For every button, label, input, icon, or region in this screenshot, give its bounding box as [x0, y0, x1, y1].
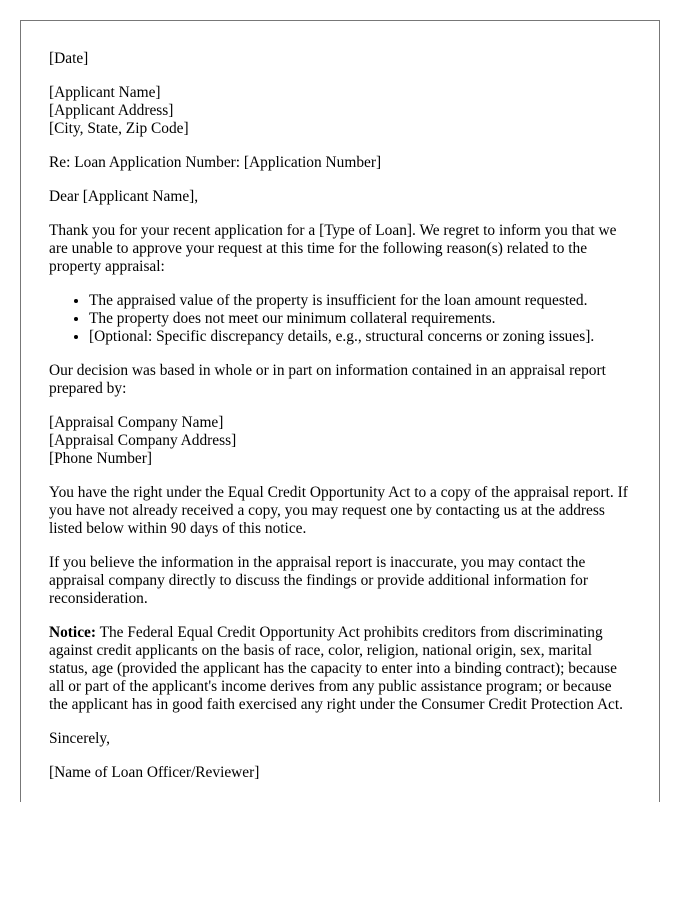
subject-line: Re: Loan Application Number: [Application Number] [49, 154, 382, 171]
notice-paragraph [49, 624, 631, 714]
appraisal-company-name: [Appraisal Company Name] [49, 414, 224, 431]
notice-text: The Federal Equal Credit Opportunity Act prohibits creditors from discriminating against credit applicants on the basis of race, color, religion, national origin, sex, marital status, age (provided the applicant has the capacity to enter into a binding contract); because all or part of the applicant's income derives from any public assistance program; or because the applicant has in good faith exercised any right under the Consumer Credit Protection Act. [49, 624, 624, 713]
decision-paragraph: Our decision was based in whole or in part on information contained in an appraisal report prepared by: [49, 362, 606, 397]
rights-paragraph: You have the right under the Equal Credit Opportunity Act to a copy of the appraisal report. If you have not already received a copy, you may request one by contacting us at the address listed below within 90 days of this notice. [49, 484, 628, 537]
list-item: • [Optional: Specific discrepancy details, e.g., structural concerns or zoning issues]. [89, 328, 631, 346]
notice-label: Notice: [49, 624, 96, 641]
closing: Sincerely, [49, 730, 110, 747]
applicant-city: [City, State, Zip Code] [49, 120, 189, 137]
salutation: Dear [Applicant Name], [49, 188, 199, 205]
applicant-name: [Applicant Name] [49, 84, 161, 101]
dispute-paragraph: If you believe the information in the appraisal report is inaccurate, you may contact the appraisal company directly to discuss the findings or provide additional information for reconsideration. [49, 554, 588, 607]
letter-page [20, 20, 660, 802]
intro-paragraph: Thank you for your recent application for a [Type of Loan]. We regret to inform you that we are unable to approve your request at this time for the following reason(s) related to the property appraisal: [49, 222, 617, 275]
appraiser-info [49, 414, 631, 468]
list-item: • The property does not meet our minimum collateral requirements. [89, 310, 631, 328]
date: [Date] [49, 50, 89, 67]
phone-number: [Phone Number] [49, 450, 153, 467]
reasons-list [49, 292, 631, 346]
signature: [Name of Loan Officer/Reviewer] [49, 764, 260, 781]
applicant-address: [Applicant Address] [49, 102, 174, 119]
appraisal-company-address: [Appraisal Company Address] [49, 432, 237, 449]
list-item: • The appraised value of the property is insufficient for the loan amount requested. [89, 292, 631, 310]
recipient-address [49, 84, 631, 138]
